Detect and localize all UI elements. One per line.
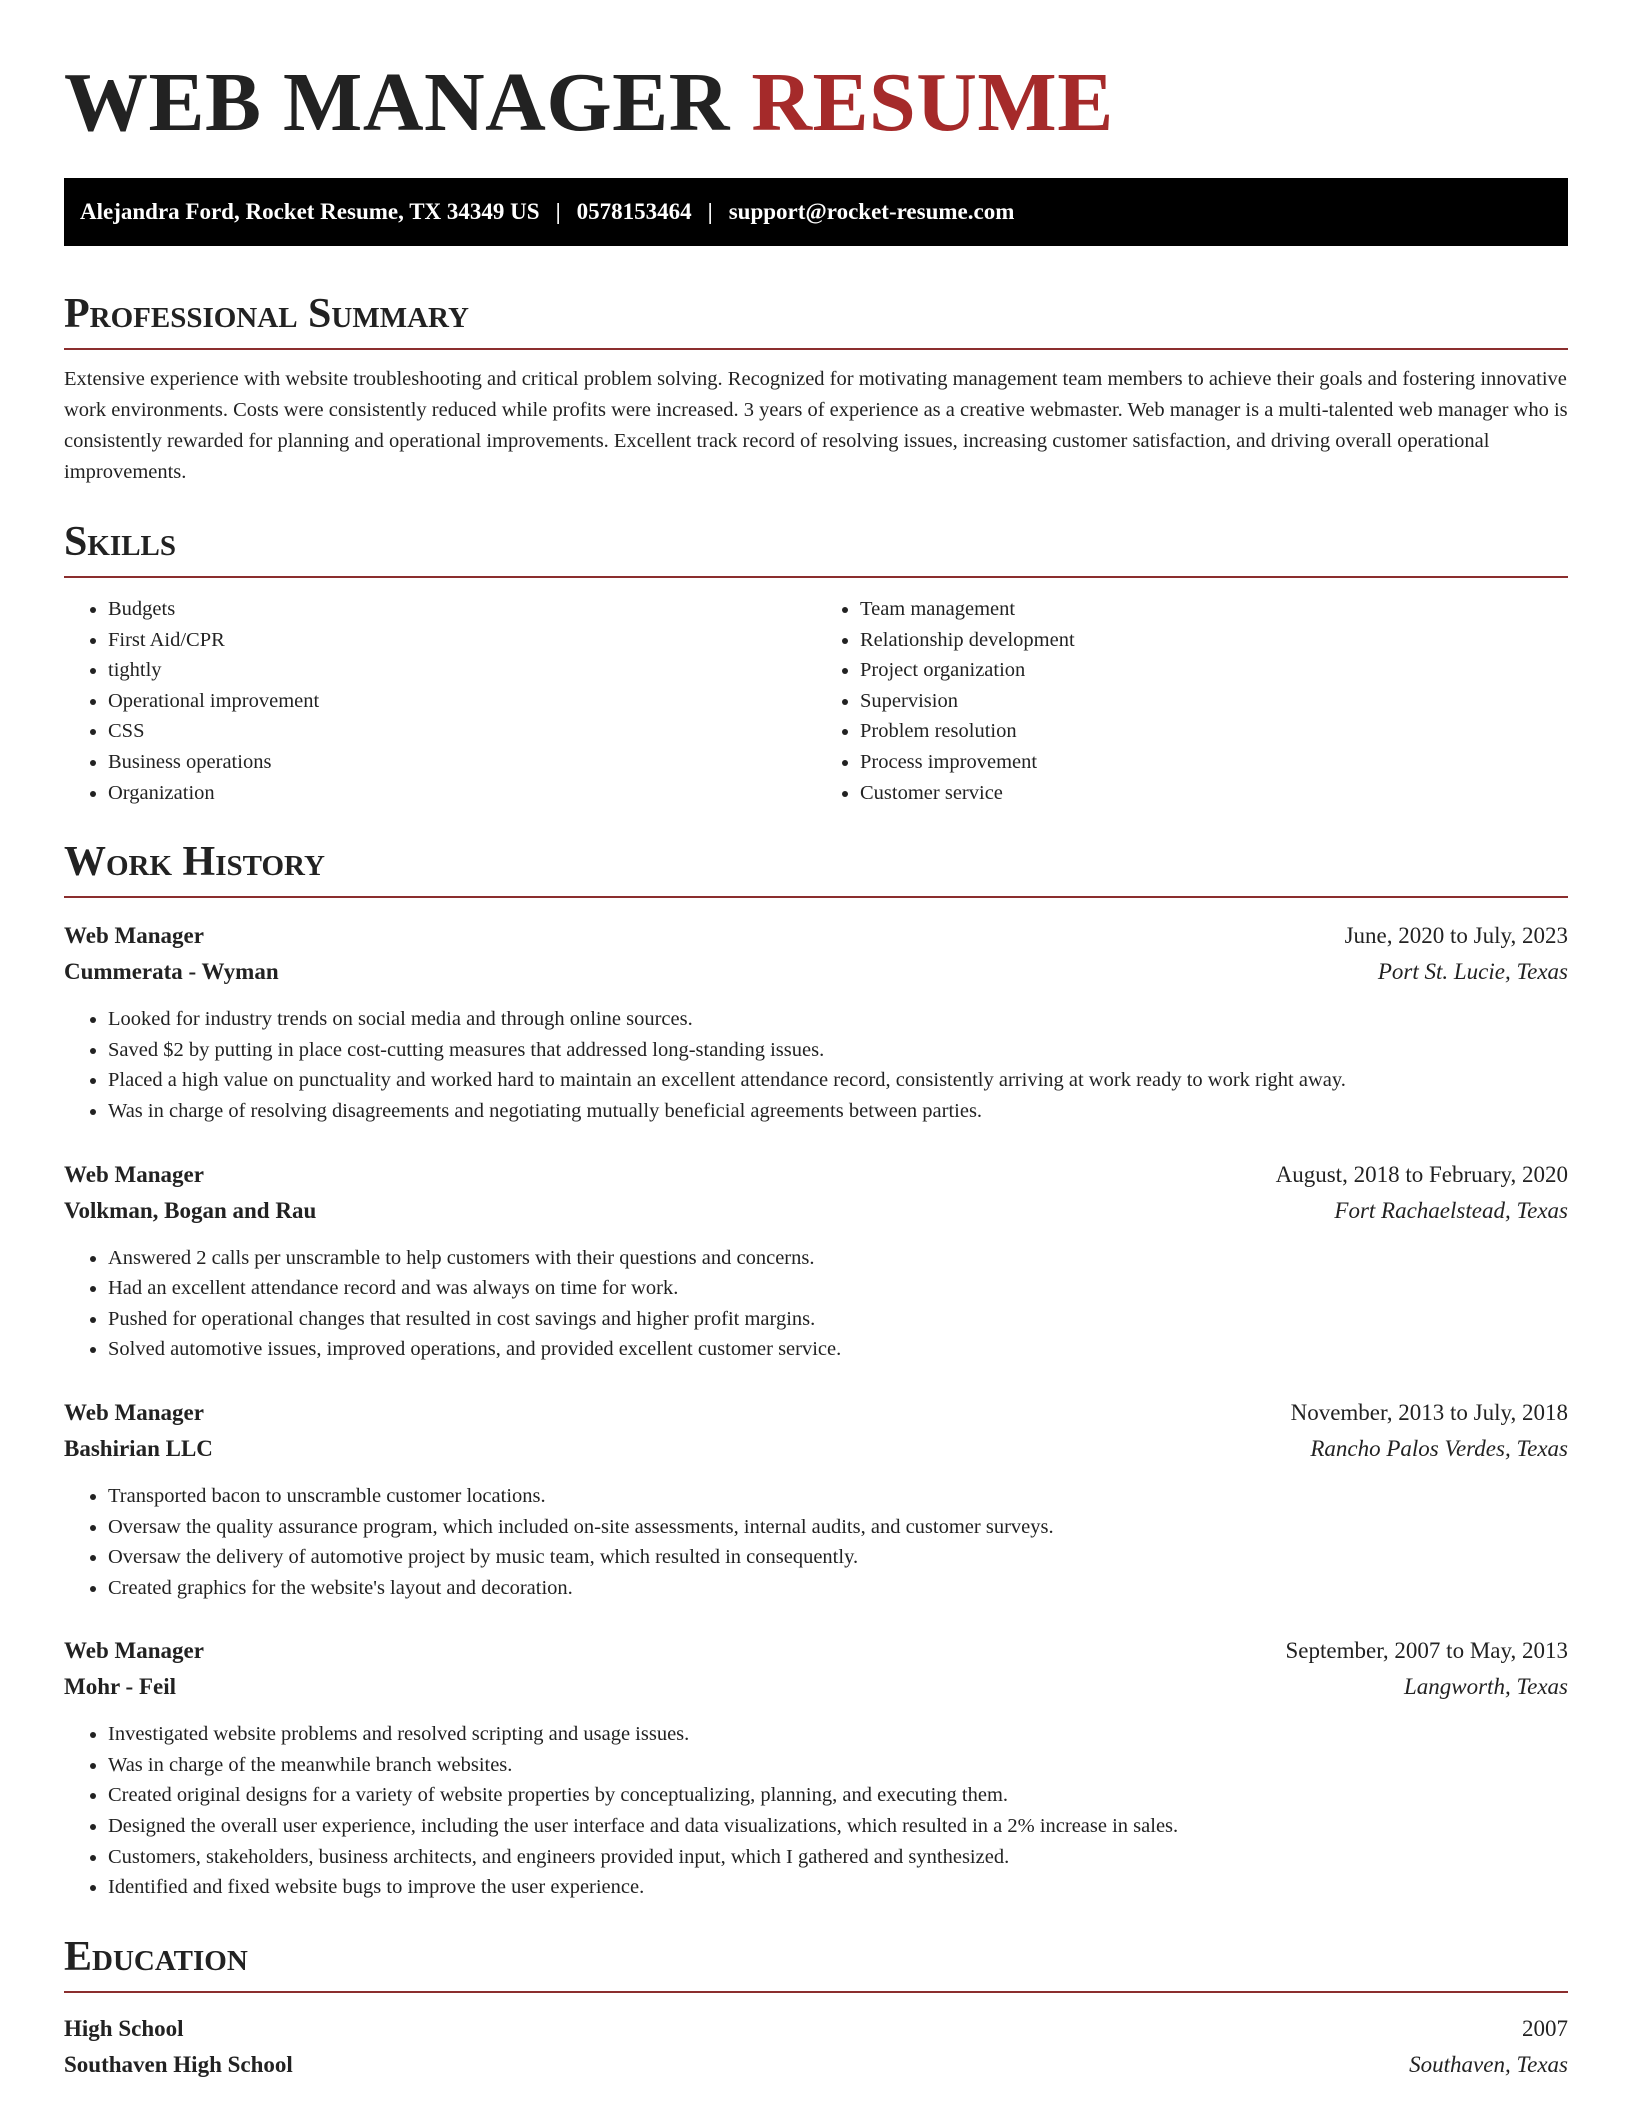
job-header-row <box>64 918 1568 954</box>
skill-item: • Process improvement <box>860 747 1568 778</box>
job-bullets <box>64 1004 1568 1126</box>
job-location: Port St. Lucie, Texas <box>1377 959 1568 985</box>
skill-item: • First Aid/CPR <box>108 625 816 656</box>
education-entry <box>64 2011 1568 2083</box>
skill-item: • Team management <box>860 594 1568 625</box>
contact-bar <box>64 178 1568 246</box>
education-location: Southaven, Texas <box>1409 2051 1568 2077</box>
title-main: WEB MANAGER <box>64 56 730 149</box>
skill-item: • Project organization <box>860 655 1568 686</box>
skill-item: • Relationship development <box>860 625 1568 656</box>
job-bullet: • Oversaw the quality assurance program, which included on-site assessments, internal audits, and customer surveys. <box>108 1512 1568 1543</box>
job-title: Web Manager <box>64 923 204 949</box>
job-header-row <box>64 1157 1568 1193</box>
job-bullet: • Oversaw the delivery of automotive project by music team, which resulted in consequently. <box>108 1542 1568 1573</box>
contact-separator: | <box>707 199 713 224</box>
job-bullet: • Was in charge of the meanwhile branch websites. <box>108 1750 1568 1781</box>
job-location: Fort Rachaelstead, Texas <box>1334 1197 1568 1223</box>
job-bullet: • Identified and fixed website bugs to improve the user experience. <box>108 1872 1568 1903</box>
job-dates: November, 2013 to July, 2018 <box>1290 1399 1568 1425</box>
contact-phone: 0578153464 <box>576 199 692 224</box>
job-title: Web Manager <box>64 1161 204 1187</box>
job-bullet: • Solved automotive issues, improved operations, and provided excellent customer service. <box>108 1334 1568 1365</box>
job-dates: September, 2007 to May, 2013 <box>1285 1638 1568 1664</box>
job-location: Rancho Palos Verdes, Texas <box>1310 1435 1568 1461</box>
resume-title <box>64 0 1568 154</box>
job-company-row <box>64 1431 1568 1467</box>
skill-item: • Problem resolution <box>860 716 1568 747</box>
summary-text: Extensive experience with website troubleshooting and critical problem solving. Recognized for motivating management team members to achieve their goals and fostering innovative work environments. Costs were consistently reduced while profits were increased. 3 years of experience as a creative webmaster. Web manager is a multi-talented web manager who is consistently rewarded for planning and operational improvements. Excellent track record of resolving issues, increasing customer satisfaction, and driving overall operational improvements. <box>64 368 1568 483</box>
job-bullet: • Designed the overall user experience, including the user interface and data visualizations, which resulted in a 2% increase in sales. <box>108 1811 1568 1842</box>
job-company-row <box>64 1193 1568 1229</box>
job-location: Langworth, Texas <box>1403 1674 1568 1700</box>
education-school-row <box>64 2047 1568 2083</box>
skills-column-right <box>816 594 1568 808</box>
skill-item: • Customer service <box>860 778 1568 809</box>
skill-item: • Budgets <box>108 594 816 625</box>
job-bullet: • Looked for industry trends on social media and through online sources. <box>108 1004 1568 1035</box>
skills-grid <box>64 594 1568 808</box>
skills-column-left <box>64 594 816 808</box>
job-title: Web Manager <box>64 1638 204 1664</box>
job-company-row <box>64 1669 1568 1705</box>
work-history-heading: Work History <box>64 836 1568 898</box>
education-degree-row <box>64 2011 1568 2047</box>
job-bullets <box>64 1243 1568 1365</box>
job-dates: June, 2020 to July, 2023 <box>1344 923 1568 949</box>
contact-email: support@rocket-resume.com <box>728 199 1015 224</box>
job-header-row <box>64 1395 1568 1431</box>
job-company-row <box>64 954 1568 990</box>
skill-item: • Operational improvement <box>108 686 816 717</box>
skill-item: • tightly <box>108 655 816 686</box>
education-heading: Education <box>64 1931 1568 1993</box>
job-bullet: • Pushed for operational changes that resulted in cost savings and higher profit margins. <box>108 1304 1568 1335</box>
job-bullets <box>64 1719 1568 1903</box>
job-entry <box>64 1395 1568 1603</box>
job-header-row <box>64 1633 1568 1669</box>
job-entry <box>64 1633 1568 1903</box>
job-bullet: • Customers, stakeholders, business architects, and engineers provided input, which I gathered and synthesized. <box>108 1842 1568 1873</box>
job-entry <box>64 918 1568 1126</box>
skill-item: • Business operations <box>108 747 816 778</box>
skill-item: • Organization <box>108 778 816 809</box>
job-bullet: • Investigated website problems and resolved scripting and usage issues. <box>108 1719 1568 1750</box>
education-year: 2007 <box>1522 2015 1568 2041</box>
job-bullet: • Created graphics for the website's layout and decoration. <box>108 1573 1568 1604</box>
job-bullet: • Was in charge of resolving disagreements and negotiating mutually beneficial agreements between parties. <box>108 1096 1568 1127</box>
contact-address: Alejandra Ford, Rocket Resume, TX 34349 US <box>80 199 540 224</box>
skill-item: • CSS <box>108 716 816 747</box>
job-bullets <box>64 1481 1568 1603</box>
contact-separator: | <box>555 199 561 224</box>
job-title: Web Manager <box>64 1399 204 1425</box>
job-bullet: • Answered 2 calls per unscramble to help customers with their questions and concerns. <box>108 1243 1568 1274</box>
job-company: Mohr - Feil <box>64 1674 176 1700</box>
job-bullet: • Created original designs for a variety of website properties by conceptualizing, planning, and executing them. <box>108 1780 1568 1811</box>
summary-heading: Professional Summary <box>64 288 1568 350</box>
job-company: Cummerata - Wyman <box>64 959 279 985</box>
education-degree: High School <box>64 2015 184 2041</box>
title-accent: RESUME <box>751 56 1114 149</box>
job-entry <box>64 1157 1568 1365</box>
job-bullet: • Saved $2 by putting in place cost-cutting measures that addressed long-standing issues. <box>108 1035 1568 1066</box>
job-company: Bashirian LLC <box>64 1435 213 1461</box>
job-company: Volkman, Bogan and Rau <box>64 1197 317 1223</box>
skills-heading: Skills <box>64 516 1568 578</box>
job-bullet: • Placed a high value on punctuality and worked hard to maintain an excellent attendance record, consistently arriving at work ready to work right away. <box>108 1065 1568 1096</box>
job-bullet: • Transported bacon to unscramble customer locations. <box>108 1481 1568 1512</box>
education-school: Southaven High School <box>64 2051 293 2077</box>
job-dates: August, 2018 to February, 2020 <box>1275 1161 1568 1187</box>
job-bullet: • Had an excellent attendance record and was always on time for work. <box>108 1273 1568 1304</box>
skill-item: • Supervision <box>860 686 1568 717</box>
